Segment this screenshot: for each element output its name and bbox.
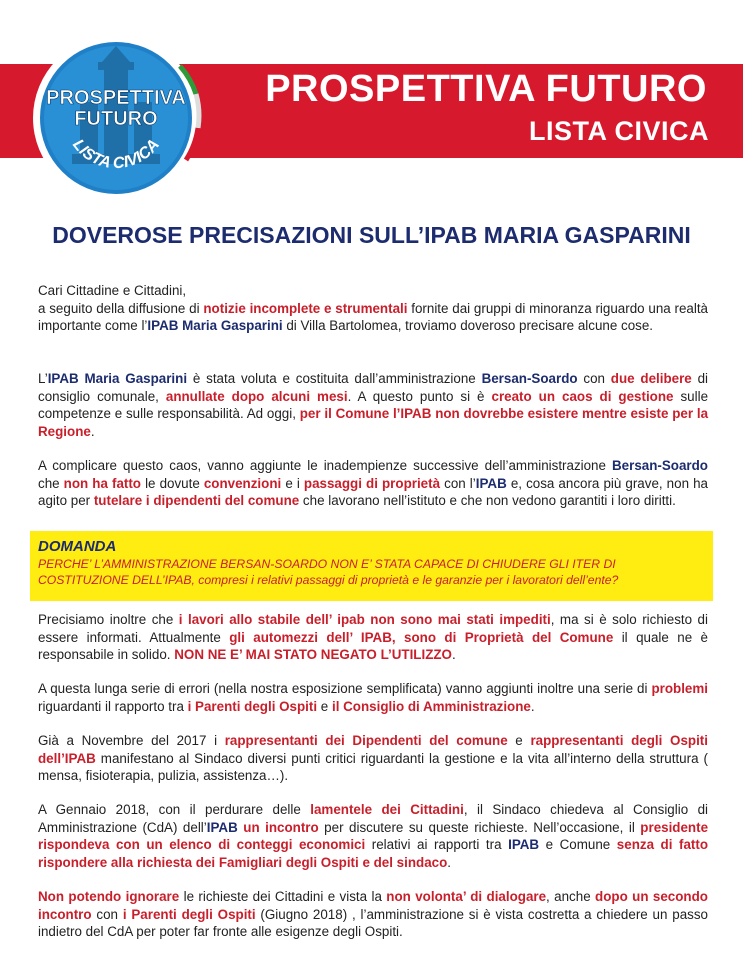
text-run: sulle competenze e sulle responsabilità. Ad oggi, [38, 388, 709, 422]
highlight-text: creato un caos di gestione [491, 388, 674, 404]
text-run: L’ [38, 371, 48, 386]
text-run: manifestano al Sindaco diversi punti critici riguardanti la gestione e la vita all’interno della struttura ( mensa, fisioterapia, pulizia, assistenza…). [38, 750, 708, 784]
highlight-text: IPAB [206, 819, 238, 835]
highlight-text: tutelare i dipendenti del comune [93, 493, 300, 509]
text-run: il quale ne è responsabile in solido. [38, 629, 709, 663]
highlight-text: due delibere [610, 371, 692, 386]
highlight-text: senza di fatto rispondere alla richiesta dei Famigliari degli Ospiti e del sindaco [38, 837, 709, 870]
text-run: A Gennaio 2018, con il perdurare delle [38, 802, 311, 817]
highlight-text: per il Comune l’IPAB non dovrebbe esistere mentre esiste per la Regione [38, 406, 709, 439]
paragraph-complications [38, 457, 708, 510]
highlight-text: i Parenti degli Ospiti [187, 698, 318, 714]
text-run: a seguito della diffusione di [38, 300, 204, 316]
highlight-text: problemi [651, 681, 708, 696]
text-run: le richieste dei Cittadini e vista la [179, 889, 387, 904]
paragraph-november-2017 [38, 732, 708, 785]
highlight-text: dopo un secondo incontro [38, 889, 708, 922]
highlight-text: rappresentanti degli Ospiti dell’IPAB [38, 733, 708, 766]
logo-middle-text: FUTURO [74, 108, 158, 130]
text-run: con l’ [440, 475, 476, 491]
highlight-text: presidente rispondeva con un elenco di conteggi economici [38, 819, 709, 853]
text-run: e i [281, 475, 304, 491]
question-box [30, 531, 713, 601]
text-run: . A questo punto si è [347, 388, 492, 404]
highlight-text: IPAB [475, 475, 507, 491]
highlight-text: passaggi di proprietà [303, 475, 441, 491]
paragraph-problems [38, 680, 708, 715]
paragraph-conclusion [38, 888, 708, 941]
text-run: e [507, 733, 531, 748]
text-run: . [451, 647, 456, 663]
text-run: con [91, 906, 123, 922]
text-run: Precisiamo inoltre che [38, 612, 179, 627]
logo-top-text: PROSPETTIVA [46, 87, 186, 109]
highlight-text: notizie incomplete e strumentali [203, 300, 408, 316]
highlight-text: Bersan-Soardo [612, 458, 708, 473]
logo-bottom-text: LISTA CIVICA [69, 136, 163, 173]
text-run: con [577, 371, 611, 386]
paragraph-ipab-origin [38, 370, 708, 440]
text-run: Già a Novembre del 2017 i [38, 733, 225, 748]
highlight-text: il Consiglio di Amministrazione [331, 698, 531, 714]
text-run: che lavorano nell’istituto e che non vedono garantiti i loro diritti. [299, 493, 676, 509]
text-run: (Giugno 2018) , l’amministrazione si è vista costretta a chiedere un passo indietro del CdA per poter far fronte alle esigenze degli Ospiti. [38, 906, 709, 940]
text-run: che [38, 475, 64, 491]
text-run: di consiglio comunale, [38, 371, 708, 404]
highlight-text: lamentele dei Cittadini [310, 802, 464, 817]
highlight-text: IPAB Maria Gasparini [47, 371, 188, 386]
highlight-text: annullate dopo alcuni mesi [165, 388, 348, 404]
highlight-text: convenzioni [203, 475, 282, 491]
text-run: , ma si è solo richiesto di essere informati. Attualmente [38, 612, 708, 645]
highlight-text: Bersan-Soardo [481, 371, 578, 386]
text-run: A questa lunga serie di errori (nella nostra esposizione semplificata) vanno aggiunti inoltre una serie di [38, 681, 652, 696]
banner-title: PROSPETTIVA FUTURO [265, 68, 707, 110]
text-run: . [530, 698, 535, 714]
text-run: A complicare questo caos, vanno aggiunte le inadempienze successive dell’amministrazione [38, 458, 612, 473]
text-run: , il Sindaco chiedeva al Consiglio di Amministrazione (CdA) dell’ [38, 802, 708, 835]
text-run: e [317, 698, 332, 714]
text-run: fornite dai gruppi di minoranza riguardo una realtà importante come l’ [38, 300, 709, 334]
party-logo [30, 32, 202, 204]
text-run: e, cosa ancora più grave, non ha agito per [38, 475, 708, 509]
text-run: Cari Cittadine e Cittadini, [38, 283, 187, 298]
highlight-text: IPAB Maria Gasparini [147, 318, 283, 334]
text-run: relativi ai rapporti tra [365, 837, 509, 853]
highlight-text: Non potendo ignorare [38, 889, 180, 904]
text-run: . [90, 423, 95, 439]
highlight-text: NON NE E’ MAI STATO NEGATO L’UTILIZZO [174, 647, 452, 663]
text-run: , anche [546, 889, 596, 904]
highlight-text: rappresentanti dei Dipendenti del comune [224, 733, 508, 748]
paragraph-clarifications [38, 611, 708, 664]
highlight-text: non ha fatto [63, 475, 141, 491]
highlight-text: i lavori allo stabile dell’ ipab non sono mai stati impediti [178, 612, 551, 627]
highlight-text: non volonta’ di dialogare [386, 889, 547, 904]
text-run: e Comune [539, 837, 617, 853]
highlight-text: un incontro [243, 819, 319, 835]
text-run: è stata voluta e costituita dall’amministrazione [187, 371, 482, 386]
highlight-text: i Parenti degli Ospiti [122, 906, 256, 922]
banner-subtitle: LISTA CIVICA [529, 116, 709, 146]
text-run: . [447, 854, 452, 870]
paragraph-january-2018 [38, 801, 708, 871]
question-text: PERCHE’ L’AMMINISTRAZIONE BERSAN-SOARDO NON E’ STATA CAPACE DI CHIUDERE GLI ITER DI COSTITUZIONE DELL’IPAB, compresi i relativi passaggi di proprietà e le garanzie per i lavoratori dell’ente? [38, 557, 619, 587]
text-run: riguardanti il rapporto tra [38, 698, 188, 714]
paragraph-intro [38, 282, 708, 335]
text-run: di Villa Bartolomea, troviamo doveroso precisare alcune cose. [282, 318, 654, 334]
highlight-text: IPAB [508, 837, 540, 853]
highlight-text: gli automezzi dell’ IPAB, sono di Proprietà del Comune [229, 629, 614, 645]
text-run: per discutere su queste richieste. Nell’occasione, il [318, 819, 641, 835]
text-run: le dovute [141, 475, 204, 491]
question-title: DOMANDA [38, 538, 117, 555]
page-headline: DOVEROSE PRECISAZIONI SULL’IPAB MARIA GASPARINI [52, 222, 691, 248]
